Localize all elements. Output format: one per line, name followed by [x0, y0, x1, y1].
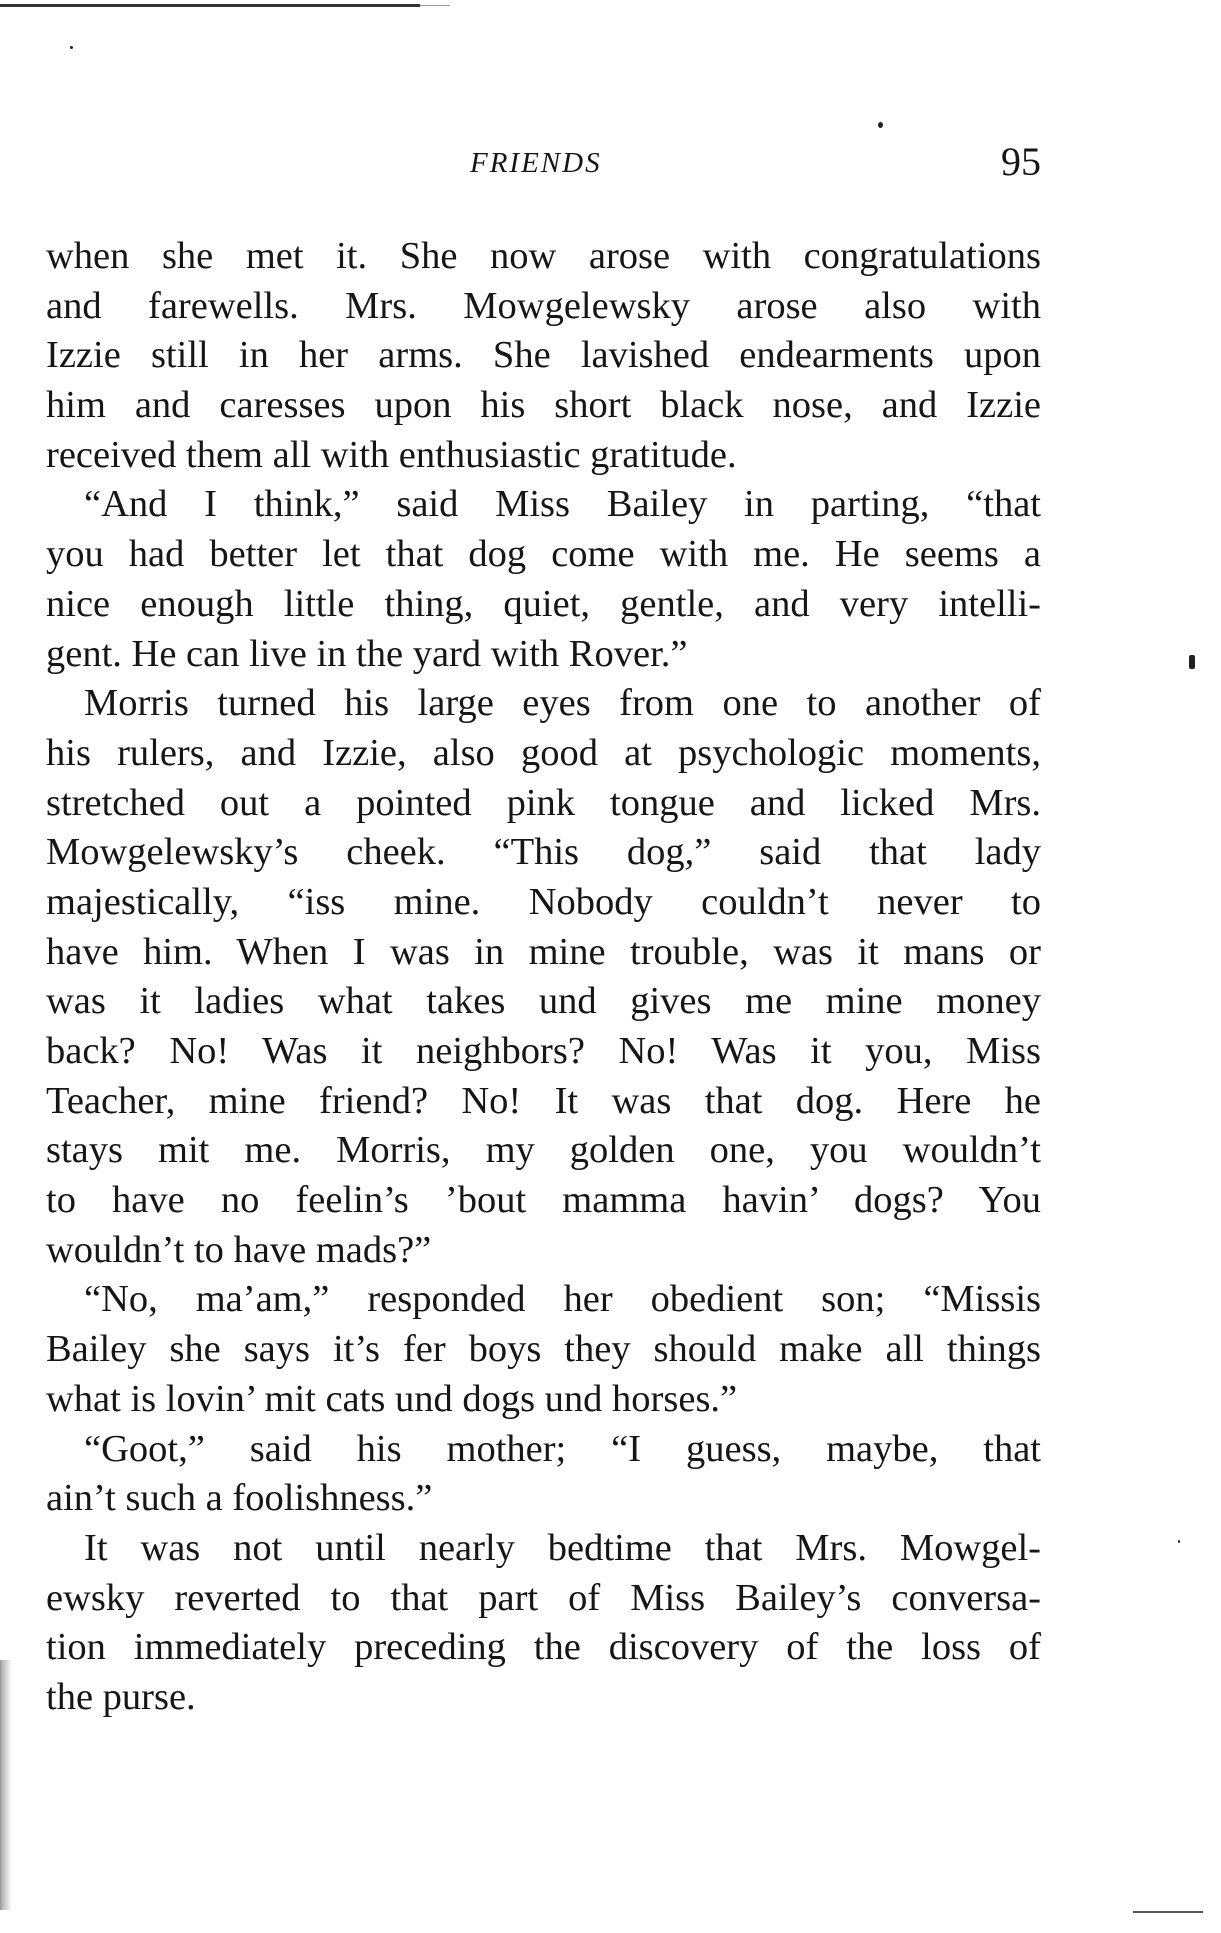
text-line: gent. He can live in the yard with Rover.”: [46, 632, 688, 675]
top-edge-rule-faint: [420, 5, 450, 6]
text-line: stretched out a pointed pink tongue and licked Mrs.: [46, 781, 1041, 824]
page-edge-shadow: [0, 1660, 12, 1910]
text-line: back? No! Was it neighbors? No! Was it you, Miss: [46, 1030, 1041, 1072]
text-line: you had better let that dog come with me. He seems a: [46, 533, 1041, 576]
ink-speck: [878, 122, 883, 128]
text-line: the purse.: [46, 1675, 196, 1718]
text-line: Bailey she says it’s fer boys they should make all things: [46, 1328, 1041, 1371]
running-head: [46, 138, 1041, 188]
page-number: 95: [1001, 139, 1041, 184]
text-line: ewsky reverted to that part of Miss Bailey’s conversa-: [46, 1576, 1041, 1619]
text-line: It was not until nearly bedtime that Mrs. Mowgel-: [84, 1526, 1041, 1569]
ink-speck: [70, 46, 73, 49]
text-line: received them all with enthusiastic gratitude.: [46, 433, 737, 476]
text-line: him and caresses upon his short black nose, and Izzie: [46, 384, 1041, 427]
text-line: Mowgelewsky’s cheek. “This dog,” said that lady: [46, 831, 1041, 874]
text-line: and farewells. Mrs. Mowgelewsky arose also with: [46, 284, 1041, 327]
text-line: Izzie still in her arms. She lavished endearments upon: [46, 334, 1041, 377]
text-line: Teacher, mine friend? No! It was that dog. Here he: [46, 1079, 1041, 1122]
text-line: tion immediately preceding the discovery of the loss of: [46, 1626, 1041, 1669]
ink-speck: [1178, 1540, 1180, 1543]
text-line: wouldn’t to have mads?”: [46, 1228, 432, 1271]
page-body-text: [46, 232, 1041, 1723]
running-head-title: FRIENDS: [470, 147, 602, 179]
text-line: majestically, “iss mine. Nobody couldn’t never to: [46, 880, 1041, 923]
text-line: was it ladies what takes und gives me mine money: [46, 980, 1041, 1023]
text-line: nice enough little thing, quiet, gentle, and very intelli-: [46, 582, 1041, 625]
text-line: “And I think,” said Miss Bailey in parting, “that: [84, 483, 1041, 526]
text-line: stays mit me. Morris, my golden one, you wouldn’t: [46, 1129, 1041, 1172]
text-line: ain’t such a foolishness.”: [46, 1477, 433, 1520]
text-line: Morris turned his large eyes from one to another of: [84, 682, 1041, 725]
text-line: to have no feelin’s ’bout mamma havin’ dogs? You: [46, 1179, 1041, 1222]
text-line: his rulers, and Izzie, also good at psychologic moments,: [46, 731, 1041, 774]
ink-speck: [1189, 655, 1195, 669]
text-line: “No, ma’am,” responded her obedient son; “Missis: [84, 1278, 1041, 1321]
text-line: what is lovin’ mit cats und dogs und horses.”: [46, 1377, 738, 1420]
text-line: when she met it. She now arose with congratulations: [46, 235, 1041, 277]
text-line: “Goot,” said his mother; “I guess, maybe, that: [84, 1427, 1041, 1470]
bottom-edge-rule: [1133, 1911, 1203, 1913]
top-edge-rule: [0, 4, 420, 7]
text-line: have him. When I was in mine trouble, was it mans or: [46, 930, 1041, 973]
